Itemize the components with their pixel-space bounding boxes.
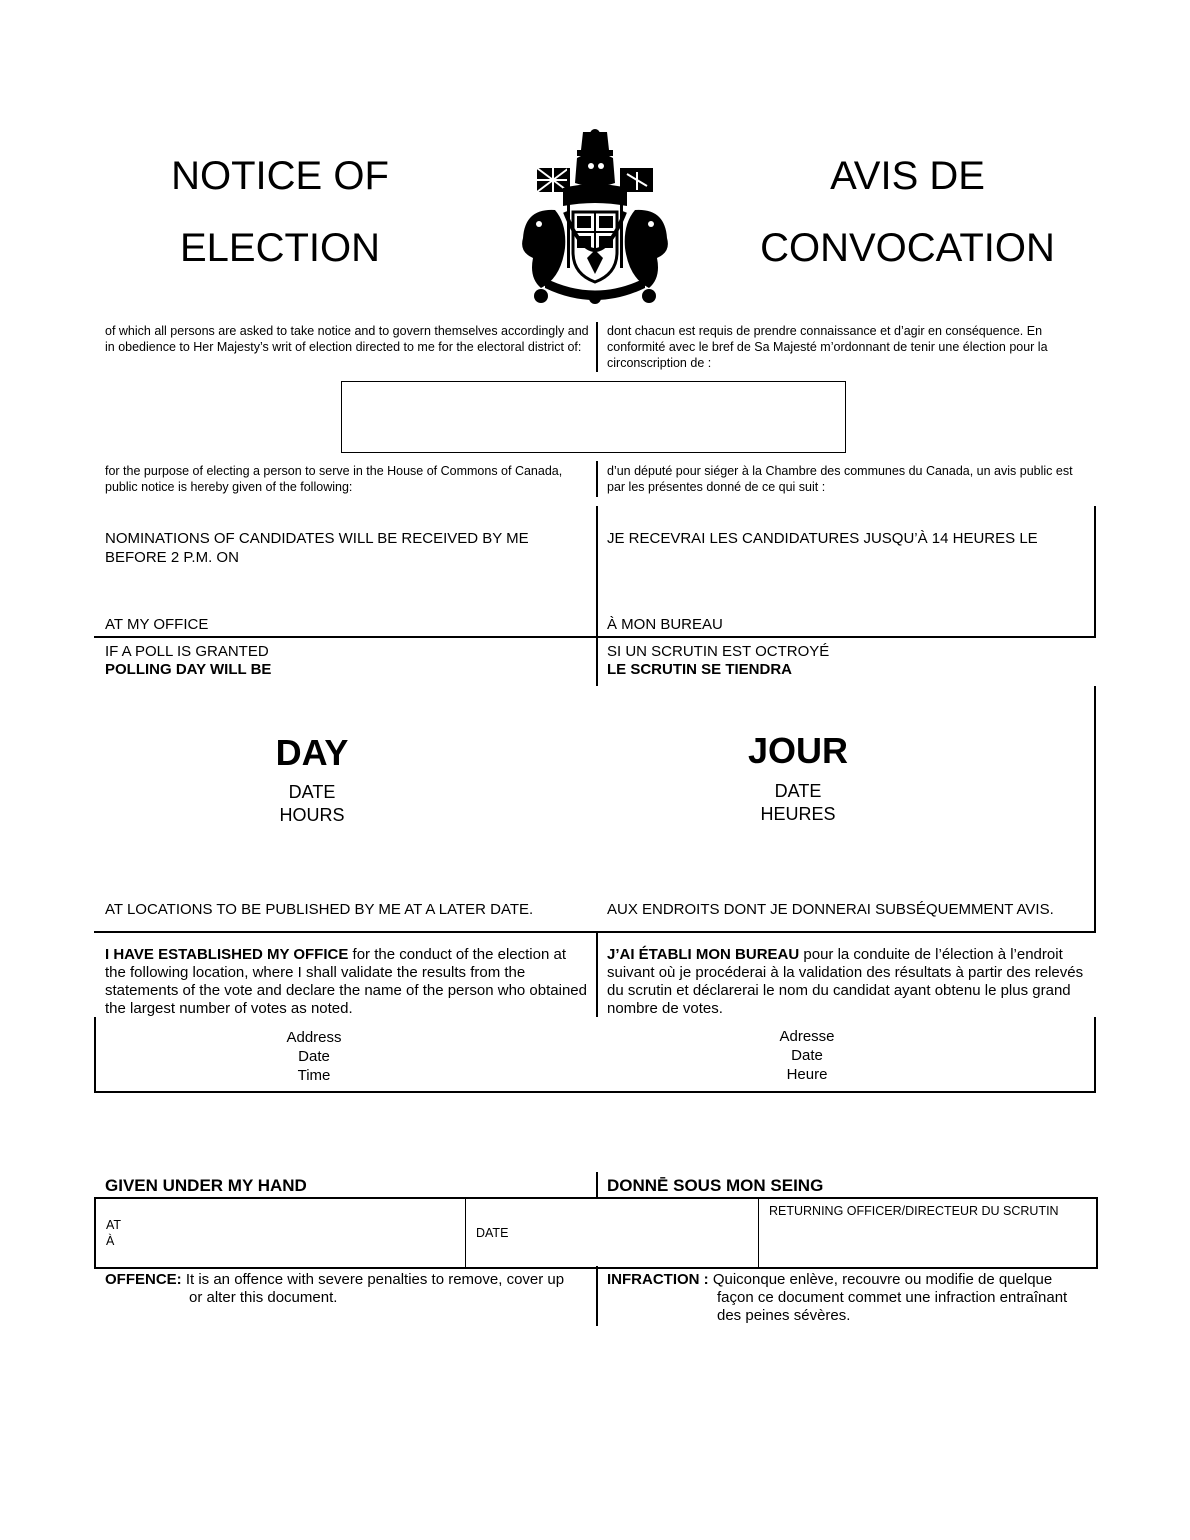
date-en: DATE — [288, 782, 336, 802]
title-fr-line1: AVIS DE — [830, 154, 985, 198]
date-field[interactable] — [466, 1199, 759, 1267]
nominations-en: NOMINATIONS OF CANDIDATES WILL BE RECEIVED BY ME BEFORE 2 P.M. ON — [105, 530, 529, 566]
title-en-line1: NOTICE OF — [171, 154, 389, 198]
hours-en: HOURS — [279, 805, 345, 825]
box-border-right — [1094, 686, 1096, 932]
title-en-line2: ELECTION — [179, 226, 381, 270]
intro-en: of which all persons are asked to take notice and to govern themselves accordingly and in obedience to Her Majesty’s writ of election directed to me for the electoral district of: — [105, 324, 589, 354]
title-fr — [740, 140, 1075, 284]
offence-fr-line1: Quiconque enlève, recouvre ou modifie de quelque — [708, 1271, 1053, 1288]
offence-fr — [607, 1271, 1087, 1325]
day-fr: JOUR — [747, 730, 849, 771]
divider — [596, 506, 598, 686]
offence-fr-line3: des peines sévères. — [717, 1307, 851, 1324]
offence-en-line1: It is an offence with severe penalties to remove, cover up — [181, 1271, 565, 1288]
at-field[interactable] — [96, 1199, 466, 1267]
office-established-fr — [607, 946, 1087, 1018]
divider — [596, 1172, 598, 1198]
address-fr: Adresse — [779, 1028, 835, 1045]
title-en — [130, 140, 430, 284]
electoral-district-field[interactable] — [341, 381, 846, 453]
divider — [596, 461, 598, 497]
divider — [596, 1266, 598, 1326]
offence-en-label: OFFENCE: — [105, 1271, 182, 1288]
divider — [596, 933, 598, 1017]
time-en: Time — [297, 1067, 331, 1084]
box-border-left — [94, 1017, 96, 1092]
nominations-fr: JE RECEVRAI LES CANDIDATURES JUSQU’À 14 HEURES LE — [607, 530, 1038, 547]
given-en: GIVEN UNDER MY HAND — [105, 1176, 307, 1195]
date-label-en: Date — [298, 1048, 330, 1065]
polling-day-label-en: POLLING DAY WILL BE — [105, 661, 272, 678]
purpose-en: for the purpose of electing a person to serve in the House of Commons of Canada, public notice is hereby given of the following: — [105, 464, 563, 494]
hours-fr: HEURES — [760, 804, 836, 824]
date-fr: DATE — [774, 781, 822, 801]
title-fr-line2: CONVOCATION — [760, 226, 1055, 270]
office-established-en — [105, 946, 590, 1018]
box-border-bottom — [94, 931, 1096, 933]
intro-fr: dont chacun est requis de prendre connaissance et d’agir en conséquence. En conformité avec le bref de Sa Majesté m’ordonnant de tenir une élection pour la circonscription de : — [607, 324, 1048, 370]
office-en: AT MY OFFICE — [105, 616, 209, 633]
offence-fr-line2: façon ce document commet une infraction entraînant — [717, 1289, 1068, 1306]
purpose-fr: d’un député pour siéger à la Chambre des communes du Canada, un avis public est par les présentes donné de ce qui suit : — [607, 464, 1073, 494]
at-label-en: AT — [106, 1218, 122, 1232]
office-established-en-bold: I HAVE ESTABLISHED MY OFFICE — [105, 946, 349, 963]
signature-table — [94, 1197, 1098, 1269]
at-label-fr: À — [106, 1234, 115, 1248]
day-en: DAY — [275, 732, 349, 773]
box-border-right — [1094, 506, 1096, 637]
coat-of-arms-icon — [515, 128, 675, 306]
given-fr: DONNĒ SOUS MON SEING — [607, 1176, 824, 1195]
officer-field[interactable] — [759, 1199, 1096, 1267]
offence-fr-label: INFRACTION : — [607, 1271, 709, 1288]
box-border-right — [1094, 1017, 1096, 1092]
divider — [596, 322, 598, 372]
time-fr: Heure — [786, 1066, 828, 1083]
locations-en: AT LOCATIONS TO BE PUBLISHED BY ME AT A LATER DATE. — [105, 901, 534, 918]
polling-day-label-fr: LE SCRUTIN SE TIENDRA — [607, 661, 793, 678]
office-established-fr-text: pour la conduite de l’élection à l’endroit suivant où je procéderai à la validation des résultats à partir des relevés du scrutin et déclarerai le nom du candidat ayant obtenu le plus grand nombre de votes. — [607, 946, 1084, 1017]
date-label-fr: Date — [791, 1047, 823, 1064]
offence-en-line2: or alter this document. — [189, 1289, 338, 1306]
offence-en — [105, 1271, 590, 1307]
address-en: Address — [286, 1029, 342, 1046]
box-border-bottom — [94, 1091, 1096, 1093]
date-label: DATE — [476, 1226, 509, 1240]
office-established-en-text: for the conduct of the election at the following location, where I shall validate the results from the statements of the vote and declare the name of the person who obtained the largest number of votes as noted. — [105, 946, 587, 1017]
office-fr: À MON BUREAU — [607, 616, 723, 633]
poll-granted-fr: SI UN SCRUTIN EST OCTROYÉ — [607, 643, 830, 660]
box-border-bottom — [94, 636, 1096, 638]
locations-fr: AUX ENDROITS DONT JE DONNERAI SUBSÉQUEMMENT AVIS. — [607, 901, 1054, 918]
office-established-fr-bold: J’AI ÉTABLI MON BUREAU — [607, 946, 800, 963]
poll-granted-en: IF A POLL IS GRANTED — [105, 643, 269, 660]
officer-label: RETURNING OFFICER/DIRECTEUR DU SCRUTIN — [769, 1204, 1059, 1218]
